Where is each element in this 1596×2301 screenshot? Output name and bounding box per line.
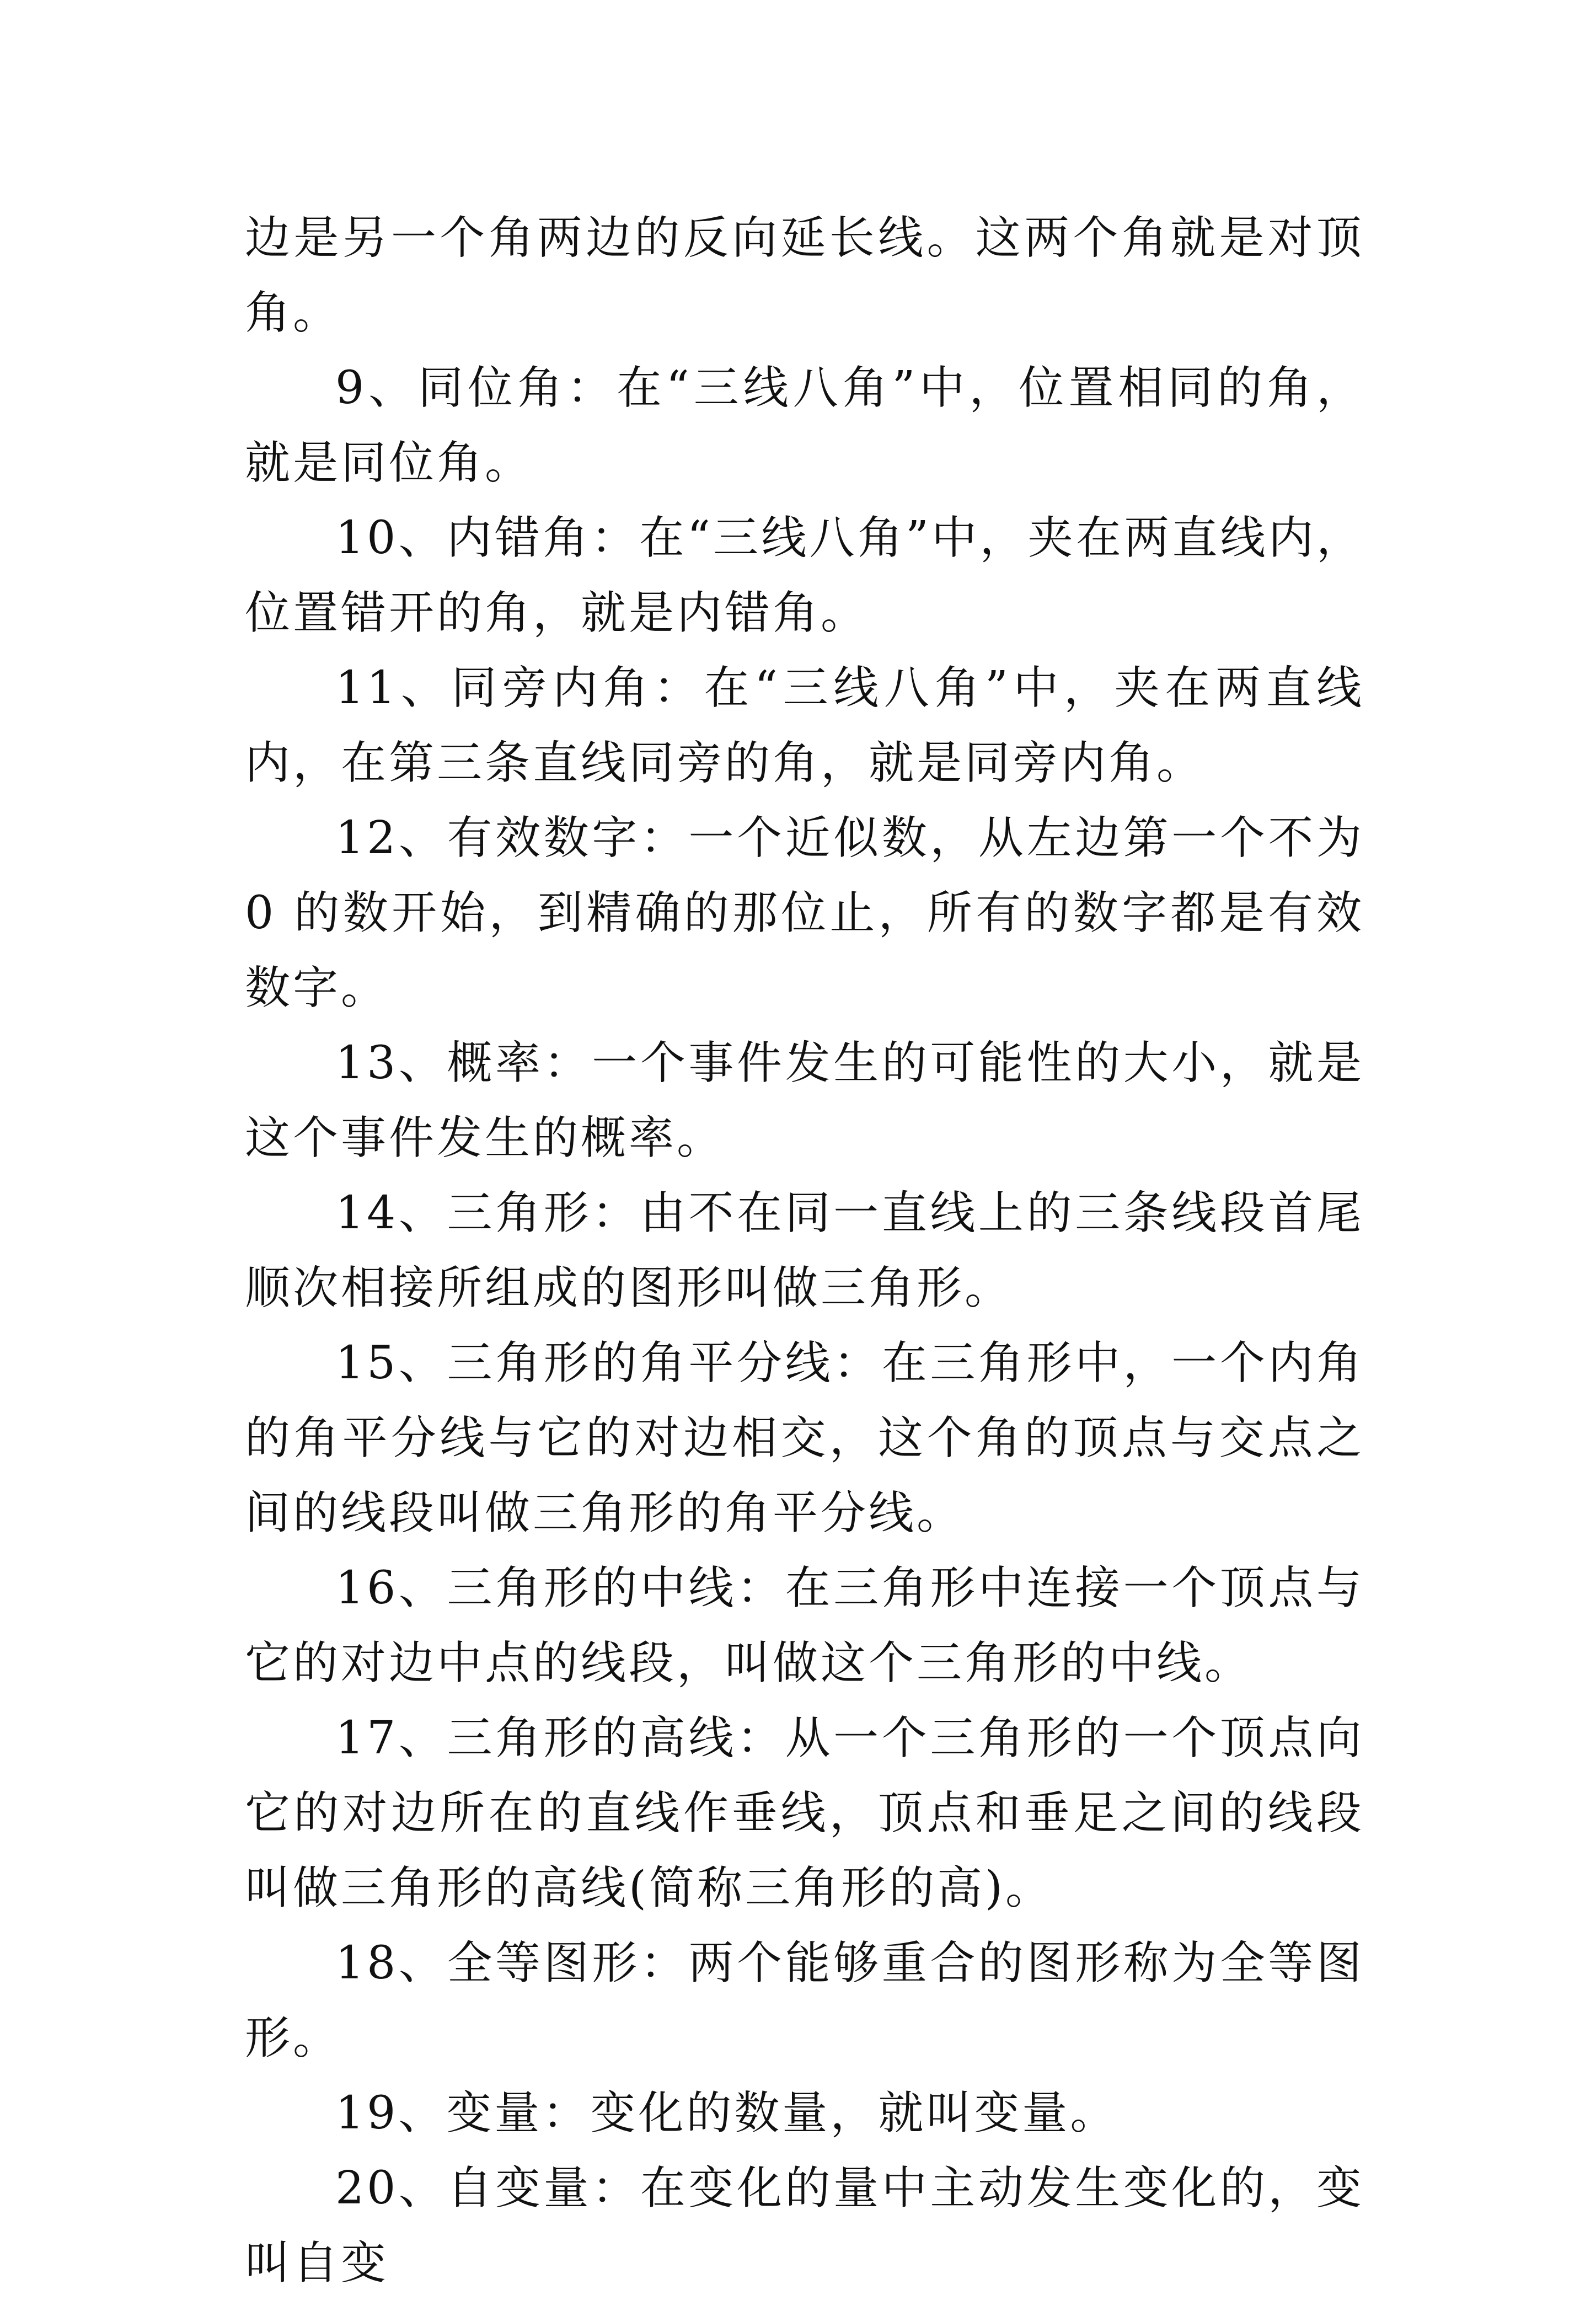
definition-9-corresponding-angles: 9、同位角：在“三线八角”中，位置相同的角，就是同位角。 (245, 362, 1364, 489)
definition-20-independent-variable: 20、自变量：在变化的量中主动发生变化的，变叫自变 (245, 2162, 1364, 2289)
definition-11-same-side-interior-angles: 11、同旁内角：在“三线八角”中，夹在两直线内，在第三条直线同旁的角，就是同旁内角。 (245, 662, 1364, 789)
paragraph-continuation: 边是另一个角两边的反向延长线。这两个角就是对顶角。 (245, 212, 1364, 339)
definition-15-angle-bisector: 15、三角形的角平分线：在三角形中，一个内角的角平分线与它的对边相交，这个角的顶点与交点之间的线段叫做三角形的角平分线。 (245, 1337, 1364, 1539)
definition-17-altitude: 17、三角形的高线：从一个三角形的一个顶点向它的对边所在的直线作垂线，顶点和垂足之间的线段叫做三角形的高线(简称三角形的高)。 (245, 1712, 1364, 1914)
definition-19-variable: 19、变量：变化的数量，就叫变量。 (335, 2087, 1118, 2139)
definition-13-probability: 13、概率：一个事件发生的可能性的大小，就是这个事件发生的概率。 (245, 1037, 1364, 1164)
definition-16-median: 16、三角形的中线：在三角形中连接一个顶点与它的对边中点的线段，叫做这个三角形的中线。 (245, 1562, 1364, 1689)
document-body (245, 201, 1364, 2301)
definition-12-significant-figures: 12、有效数字：一个近似数，从左边第一个不为 0 的数开始，到精确的那位止，所有的数字都是有效数字。 (245, 812, 1364, 1014)
definition-18-congruent-figures: 18、全等图形：两个能够重合的图形称为全等图形。 (245, 1937, 1364, 2064)
definition-10-alternate-interior-angles: 10、内错角：在“三线八角”中，夹在两直线内，位置错开的角，就是内错角。 (245, 512, 1364, 639)
definition-14-triangle: 14、三角形：由不在同一直线上的三条线段首尾顺次相接所组成的图形叫做三角形。 (245, 1187, 1364, 1314)
